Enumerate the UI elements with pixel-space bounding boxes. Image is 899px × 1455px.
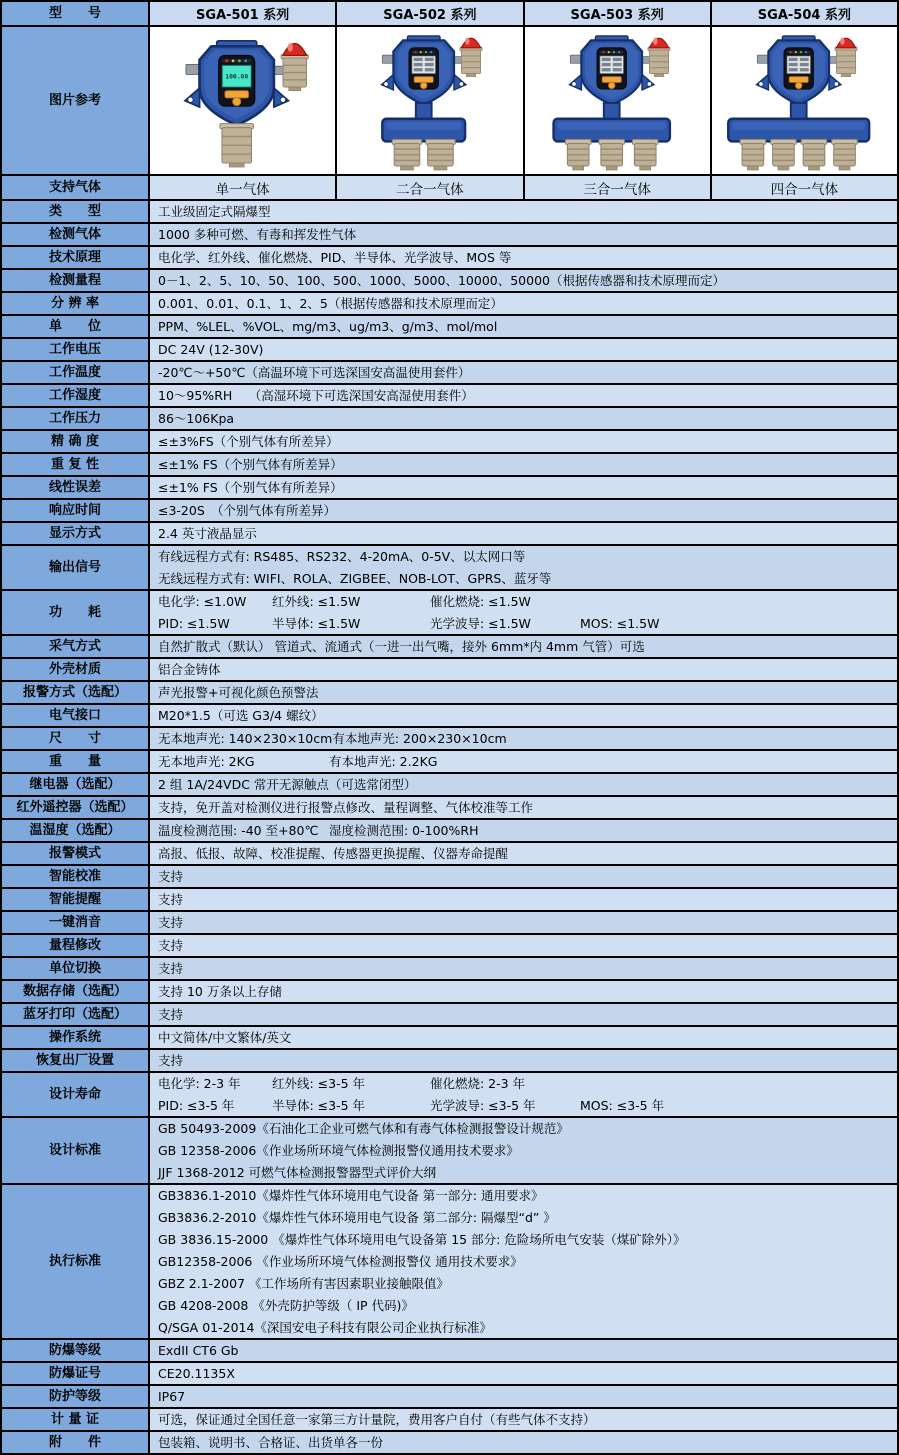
product-image-sga-504 [712,27,897,174]
spec-row [2,523,897,546]
spec-row [2,546,897,591]
spec-row-label: 附 件 [2,1432,150,1453]
spec-value-segment: 支持 [158,1007,184,1022]
spec-value-line [158,503,889,518]
spec-value-segment: DC 24V (12-30V) [158,342,264,357]
spec-value-segment: 有本地声光: 2.2KG [329,754,438,769]
spec-value-segment: M20*1.5（可选 G3/4 螺纹） [158,708,324,723]
spec-row-label: 智能提醒 [2,889,150,910]
spec-row [2,1073,897,1118]
spec-value-segment: 铝合金铸体 [158,662,221,677]
spec-value-line [158,227,889,242]
spec-value-segment: PID: ≤1.5W [158,616,230,631]
spec-row-label: 执行标准 [2,1185,150,1338]
spec-row-value [150,843,897,864]
spec-row-value [150,316,897,337]
spec-row [2,385,897,408]
spec-row-value [150,636,897,657]
spec-value-segment: 催化燃烧: 2-3 年 [430,1076,526,1091]
spec-value-line [158,342,889,357]
spec-row-label: 单位切换 [2,958,150,979]
spec-row-value [150,751,897,772]
spec-row-value [150,1118,897,1183]
spec-row-label: 操作系统 [2,1027,150,1048]
spec-row [2,408,897,431]
spec-row [2,224,897,247]
spec-row-value [150,820,897,841]
spec-row-label: 报警方式（选配） [2,682,150,703]
spec-row [2,362,897,385]
spec-value-line [158,869,889,884]
spec-row [2,1118,897,1185]
supported-gas-row [2,176,897,201]
spec-row-value [150,293,897,314]
spec-value-line [158,938,889,953]
spec-row-label: 设计寿命 [2,1073,150,1116]
spec-row-value [150,1386,897,1407]
spec-value-segment: PID: ≤3-5 年 [158,1098,235,1113]
spec-row [2,247,897,270]
spec-value-line [158,1389,889,1404]
spec-row [2,454,897,477]
spec-row-label: 一键消音 [2,912,150,933]
spec-value-segment: GB 4208-2008 《外壳防护等级（ IP 代码)》 [158,1298,414,1313]
spec-row [2,431,897,454]
spec-value-segment: -20℃～+50℃（高温环境下可选深国安高温使用套件） [158,365,471,380]
spec-row-value [150,1432,897,1453]
spec-row [2,958,897,981]
spec-row-value [150,523,897,544]
spec-row-value [150,1027,897,1048]
spec-row [2,1185,897,1340]
spec-row [2,1386,897,1409]
supported-gas-4: 四合一气体 [712,176,897,199]
spec-row [2,659,897,682]
spec-value-line [158,204,889,219]
spec-row [2,843,897,866]
product-image-sga-502 [337,27,524,174]
spec-value-segment: ≤±1% FS（个别气体有所差异） [158,480,343,495]
spec-row-value [150,362,897,383]
spec-row [2,728,897,751]
spec-value-line [158,1412,889,1427]
spec-row-label: 防爆证号 [2,1363,150,1384]
spec-value-segment: 支持 [158,915,184,930]
spec-value-line [158,984,889,999]
spec-row [2,339,897,362]
spec-row-value [150,981,897,1002]
spec-row-label: 重 复 性 [2,454,150,475]
row-label-model: 型 号 [2,2,150,25]
spec-value-segment: 1000 多种可燃、有毒和挥发性气体 [158,227,357,242]
spec-row-label: 继电器（选配） [2,774,150,795]
spec-value-segment: MOS: ≤3-5 年 [580,1098,665,1113]
spec-row-label: 工作压力 [2,408,150,429]
spec-value-line [158,616,889,631]
spec-row-value [150,866,897,887]
spec-value-line [158,777,889,792]
spec-row-label: 响应时间 [2,500,150,521]
spec-value-segment: 声光报警+可视化颜色预警法 [158,685,319,700]
spec-value-line [158,915,889,930]
spec-value-line [158,388,889,403]
spec-value-segment: 高报、低报、故障、校准提醒、传感器更换提醒、仪器寿命提醒 [158,846,509,861]
spec-value-segment: 催化燃烧: ≤1.5W [430,594,531,609]
spec-row-value [150,408,897,429]
spec-value-segment: 红外线: ≤1.5W [272,594,361,609]
spec-row-label: 单 位 [2,316,150,337]
spec-value-line [158,731,889,746]
spec-value-line [158,1076,889,1091]
spec-value-line [158,1030,889,1045]
spec-value-segment: MOS: ≤1.5W [580,616,660,631]
spec-row-value [150,477,897,498]
spec-value-segment: 半导体: ≤3-5 年 [272,1098,366,1113]
spec-value-line [158,1254,889,1269]
spec-value-segment: 电化学: 2-3 年 [158,1076,241,1091]
spec-value-line [158,1298,889,1313]
spec-value-segment: 温度检测范围: -40 至+80℃ [158,823,319,838]
spec-value-segment: GB3836.2-2010《爆炸性气体环境用电气设备 第二部分: 隔爆型“d” 》 [158,1210,556,1225]
spec-value-line [158,1121,889,1136]
spec-value-segment: 2 组 1A/24VDC 常开无源触点（可选常闭型） [158,777,417,792]
spec-value-line [158,1276,889,1291]
spec-row-label: 蓝牙打印（选配） [2,1004,150,1025]
spec-row-label: 设计标准 [2,1118,150,1183]
spec-value-line [158,892,889,907]
spec-value-segment: ExdII CT6 Gb [158,1343,239,1358]
spec-value-line [158,1232,889,1247]
spec-row-value [150,1185,897,1338]
spec-value-line [158,639,889,654]
spec-value-segment: GB12358-2006 《作业场所环境气体检测报警仪 通用技术要求》 [158,1254,523,1269]
spec-value-segment: 支持 10 万条以上存储 [158,984,282,999]
spec-value-segment: 支持 [158,938,184,953]
supported-gas-3: 三合一气体 [525,176,712,199]
row-label-image: 图片参考 [2,27,150,174]
spec-value-line [158,708,889,723]
spec-row-label: 智能校准 [2,866,150,887]
spec-row [2,866,897,889]
spec-row-value [150,682,897,703]
spec-row-label: 尺 寸 [2,728,150,749]
spec-row-value [150,935,897,956]
spec-value-line [158,685,889,700]
spec-value-segment: 湿度检测范围: 0-100%RH [329,823,479,838]
spec-row-value [150,1409,897,1430]
spec-value-line [158,571,889,586]
spec-value-line [158,800,889,815]
spec-value-segment: 电化学、红外线、催化燃烧、PID、半导体、光学波导、MOS 等 [158,250,512,265]
spec-value-segment: 包装箱、说明书、合格证、出货单各一份 [158,1435,384,1450]
spec-row [2,1409,897,1432]
spec-row-value [150,591,897,634]
spec-row-label: 线性误差 [2,477,150,498]
spec-value-line [158,594,889,609]
spec-row-value [150,889,897,910]
supported-gas-1: 单一气体 [150,176,337,199]
spec-row-label: 报警模式 [2,843,150,864]
spec-row [2,293,897,316]
spec-row [2,935,897,958]
spec-value-segment: 自然扩散式（默认） 管道式、流通式（一进一出气嘴，接外 6mm*内 4mm 气管）可选 [158,639,645,654]
spec-row-label: 恢复出厂设置 [2,1050,150,1071]
spec-value-line [158,846,889,861]
spec-value-segment: GB 3836.15-2000 《爆炸性气体环境用电气设备第 15 部分: 危险场所电气安装（煤矿除外）》 [158,1232,686,1247]
spec-row [2,889,897,912]
spec-row-label: 外壳材质 [2,659,150,680]
spec-row [2,1432,897,1453]
spec-value-segment: 光学波导: ≤1.5W [430,616,531,631]
spec-row-value [150,797,897,818]
spec-row [2,774,897,797]
spec-value-line [158,480,889,495]
spec-value-line [158,434,889,449]
spec-row-value [150,1340,897,1361]
spec-row-label: 温湿度（选配） [2,820,150,841]
spec-rows-container [2,201,897,1453]
spec-value-segment: 可选，保证通过全国任意一家第三方计量院，费用客户自付（有些气体不支持） [158,1412,596,1427]
spec-row-value [150,705,897,726]
spec-row-value [150,270,897,291]
spec-row-value [150,1073,897,1116]
spec-value-segment: ≤±1% FS（个别气体有所差异） [158,457,343,472]
spec-row-label: 计 量 证 [2,1409,150,1430]
model-header-1: SGA-501 系列 [150,2,337,25]
spec-value-line [158,549,889,564]
spec-row-value [150,774,897,795]
spec-value-segment: 支持，免开盖对检测仪进行报警点修改、量程调整、气体校准等工作 [158,800,534,815]
spec-row-label: 数据存储（选配） [2,981,150,1002]
spec-row-value [150,958,897,979]
model-header-2: SGA-502 系列 [337,2,524,25]
spec-value-segment: ≤3-20S （个别气体有所差异） [158,503,337,518]
spec-value-segment: 0－1、2、5、10、50、100、500、1000、5000、10000、50000（根据传感器和技术原理而定） [158,273,725,288]
spec-value-segment: 红外线: ≤3-5 年 [272,1076,366,1091]
spec-row-label: 技术原理 [2,247,150,268]
spec-value-segment: ≤±3%FS（个别气体有所差异） [158,434,339,449]
model-header-3: SGA-503 系列 [525,2,712,25]
svg-text:100.00: 100.00 [225,73,249,81]
spec-row-label: 输出信号 [2,546,150,589]
spec-row [2,201,897,224]
supported-gas-cells [150,176,897,199]
spec-row [2,591,897,636]
spec-value-line [158,273,889,288]
spec-row [2,797,897,820]
spec-value-segment: 有本地声光: 200×230×10cm [332,731,507,746]
spec-row-value [150,339,897,360]
spec-row-label: 检测气体 [2,224,150,245]
model-header-cells [150,2,897,25]
spec-row-value [150,1363,897,1384]
spec-row-label: 防护等级 [2,1386,150,1407]
spec-value-line [158,1053,889,1068]
spec-value-line [158,1366,889,1381]
spec-value-segment: 10～95%RH （高湿环境下可选深国安高湿使用套件） [158,388,474,403]
spec-row [2,316,897,339]
spec-row-value [150,1050,897,1071]
spec-value-line [158,1007,889,1022]
spec-value-segment: 无本地声光: 140×230×10cm [158,731,333,746]
spec-row-value [150,224,897,245]
spec-row [2,1340,897,1363]
spec-value-segment: 支持 [158,869,184,884]
spec-value-segment: 光学波导: ≤3-5 年 [430,1098,536,1113]
spec-value-line [158,365,889,380]
spec-value-segment: 电化学: ≤1.0W [158,594,247,609]
spec-row-label: 精 确 度 [2,431,150,452]
spec-value-segment: Q/SGA 01-2014《深国安电子科技有限公司企业执行标准》 [158,1320,492,1335]
spec-row-value [150,546,897,589]
spec-row [2,500,897,523]
spec-value-line [158,1165,889,1180]
spec-row-label: 类 型 [2,201,150,222]
spec-value-segment: 无本地声光: 2KG [158,754,255,769]
model-header-4: SGA-504 系列 [712,2,897,25]
spec-row [2,1363,897,1386]
spec-value-line [158,1320,889,1335]
spec-value-segment: 中文简体/中文繁体/英文 [158,1030,292,1045]
spec-row-label: 重 量 [2,751,150,772]
spec-value-line [158,823,889,838]
spec-row-label: 红外遥控器（选配） [2,797,150,818]
spec-value-line [158,1143,889,1158]
spec-row-label: 量程修改 [2,935,150,956]
supported-gas-2: 二合一气体 [337,176,524,199]
spec-value-segment: 工业级固定式隔爆型 [158,204,271,219]
spec-value-line [158,1435,889,1450]
spec-value-segment: 86～106Kpa [158,411,235,426]
spec-value-segment: PPM、%LEL、%VOL、mg/m3、ug/m3、g/m3、mol/mol [158,319,498,334]
spec-value-line [158,1098,889,1113]
spec-row [2,1004,897,1027]
spec-row-value [150,659,897,680]
spec-row [2,1050,897,1073]
spec-value-segment: JJF 1368-2012 可燃气体检测报警器型式评价大纲 [158,1165,437,1180]
product-image-sga-501 [150,27,337,174]
spec-value-segment: IP67 [158,1389,186,1404]
spec-row-value [150,1004,897,1025]
product-image-sga-503 [525,27,712,174]
spec-row-value [150,912,897,933]
image-reference-row [2,27,897,176]
spec-row [2,912,897,935]
spec-row-value [150,247,897,268]
spec-value-line [158,961,889,976]
spec-row [2,270,897,293]
spec-row [2,1027,897,1050]
spec-row-label: 工作温度 [2,362,150,383]
spec-row-label: 检测量程 [2,270,150,291]
spec-row-label: 防爆等级 [2,1340,150,1361]
spec-value-segment: GB 50493-2009《石油化工企业可燃气体和有毒气体检测报警设计规范》 [158,1121,569,1136]
spec-value-segment: 有线远程方式有: RS485、RS232、4-20mA、0-5V、以太网口等 [158,549,526,564]
spec-value-segment: 无线远程方式有: WIFI、ROLA、ZIGBEE、NOB-LOT、GPRS、蓝牙等 [158,571,552,586]
spec-row-value [150,385,897,406]
spec-value-segment: 0.001、0.01、0.1、1、2、5（根据传感器和技术原理而定） [158,296,503,311]
spec-value-line [158,319,889,334]
spec-value-segment: 支持 [158,892,184,907]
spec-row-label: 分 辨 率 [2,293,150,314]
spec-value-line [158,754,889,769]
spec-row-value [150,500,897,521]
spec-value-line [158,411,889,426]
spec-row-label: 工作湿度 [2,385,150,406]
spec-value-line [158,1343,889,1358]
spec-value-line [158,662,889,677]
spec-row [2,682,897,705]
spec-row [2,981,897,1004]
spec-value-line [158,1210,889,1225]
spec-value-segment: GB3836.1-2010《爆炸性气体环境用电气设备 第一部分: 通用要求》 [158,1188,544,1203]
spec-row-value [150,728,897,749]
spec-row [2,636,897,659]
spec-row-value [150,201,897,222]
spec-value-segment: GBZ 2.1-2007 《工作场所有害因素职业接触限值》 [158,1276,449,1291]
spec-value-line [158,526,889,541]
spec-row-label: 显示方式 [2,523,150,544]
model-header-row [2,2,897,27]
spec-row-label: 电气接口 [2,705,150,726]
spec-value-segment: 2.4 英寸液晶显示 [158,526,257,541]
spec-value-line [158,457,889,472]
spec-value-segment: 支持 [158,1053,184,1068]
spec-value-segment: 半导体: ≤1.5W [272,616,361,631]
spec-row-label: 功 耗 [2,591,150,634]
row-label-gas: 支持气体 [2,176,150,199]
spec-row-value [150,454,897,475]
product-image-cells [150,27,897,174]
spec-row-label: 工作电压 [2,339,150,360]
spec-row [2,705,897,728]
spec-value-segment: 支持 [158,961,184,976]
spec-value-line [158,1188,889,1203]
spec-row [2,751,897,774]
spec-value-line [158,250,889,265]
spec-row-label: 采气方式 [2,636,150,657]
spec-row-value [150,431,897,452]
spec-row [2,820,897,843]
spec-value-segment: GB 12358-2006《作业场所环境气体检测报警仪通用技术要求》 [158,1143,519,1158]
spec-row [2,477,897,500]
spec-value-line [158,296,889,311]
spec-value-segment: CE20.1135X [158,1366,235,1381]
